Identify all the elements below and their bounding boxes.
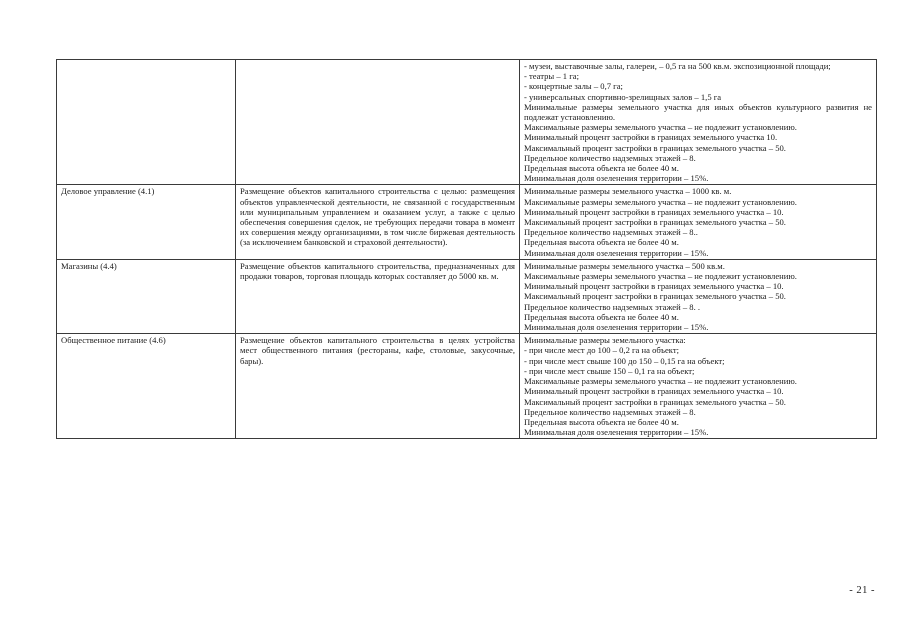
table-row [57,60,877,185]
parameter-line: Минимальный процент застройки в границах земельного участка 10. [524,132,778,143]
parameter-line: Максимальный процент застройки в границах земельного участка – 50. [524,291,786,302]
parameter-line: Максимальные размеры земельного участка – не подлежит установлению. [524,271,797,282]
table-row [57,259,877,333]
parameter-line: Минимальный процент застройки в границах земельного участка – 10. [524,281,784,292]
parameter-line: Предельная высота объекта не более 40 м. [524,237,679,248]
parameter-line: Максимальные размеры земельного участка – не подлежит установлению. [524,376,797,387]
parameter-line: Максимальный процент застройки в границах земельного участка – 50. [524,396,786,407]
permitted-use-name-cell: Общественное питание (4.6) [57,334,236,439]
parameters-cell [520,185,877,259]
table-row [57,334,877,439]
parameter-line: Максимальный процент застройки в границах земельного участка – 50. [524,217,786,228]
parameter-line: Минимальная доля озеленения территории – 15%. [524,322,709,333]
parameter-line: Минимальные размеры земельного участка – 1000 кв. м. [524,186,732,197]
parameter-line: Минимальные размеры земельного участка: [524,335,686,346]
parameter-line: Предельное количество надземных этажей – 8. [524,152,696,163]
table-body [57,60,877,439]
parameter-line: Минимальные размеры земельного участка – 500 кв.м. [524,260,725,271]
parameter-line: Предельная высота объекта не более 40 м. [524,163,679,174]
parameter-line: - концертные залы – 0,7 га; [524,81,623,92]
permitted-use-description-cell: Размещение объектов капитального строительства в целях устройства мест общественного питания (рестораны, кафе, столовые, закусочные, бары). [236,334,520,439]
parameter-line: - музеи, выставочные залы, галереи, – 0,5 га на 500 кв.м. экспозиционной площади; [524,61,831,71]
permitted-use-name-cell [57,60,236,185]
parameter-line: Предельная высота объекта не более 40 м. [524,311,679,322]
parameter-line: Минимальная доля озеленения территории – 15%. [524,427,709,438]
parameter-line: Максимальные размеры земельного участка – не подлежит установлению. [524,122,797,133]
permitted-use-description-cell [236,60,520,185]
permitted-use-name-cell: Магазины (4.4) [57,259,236,333]
parameter-line: - театры – 1 га; [524,71,579,82]
parameter-line: Предельная высота объекта не более 40 м. [524,416,679,427]
land-use-regulations-table [56,59,877,439]
parameter-line: Предельное количество надземных этажей – 8.. [524,227,698,238]
parameter-line: Максимальные размеры земельного участка – не подлежит установлению. [524,196,797,207]
parameter-line: Предельное количество надземных этажей – 8. [524,406,696,417]
parameters-cell [520,60,877,185]
parameters-cell [520,259,877,333]
parameter-line: Предельное количество надземных этажей – 8. . [524,301,701,312]
parameters-cell [520,334,877,439]
parameter-line: Минимальный процент застройки в границах земельного участка – 10. [524,386,784,397]
parameter-line: - при числе мест до 100 – 0,2 га на объект; [524,345,679,356]
parameter-line: Минимальная доля озеленения территории – 15%. [524,247,709,258]
parameter-line: - при числе мест свыше 100 до 150 – 0,15 га на объект; [524,355,725,366]
parameter-line: Минимальные размеры земельного участка для иных объектов культурного развития не подлежат установлению. [524,101,872,123]
permitted-use-description-cell: Размещение объектов капитального строительства с целью: размещения объектов управленческой деятельности, не связанной с государственным или муниципальным управлением и оказанием услуг, а также с целью обеспечения совершения сделок, не требующих передачи товара в момент их совершения между организациями, в том числе биржевая деятельность (за исключением банковской и страховой деятельности). [236,185,520,259]
permitted-use-name-cell: Деловое управление (4.1) [57,185,236,259]
page-number: - 21 - [849,585,875,596]
parameter-line: Минимальный процент застройки в границах земельного участка – 10. [524,206,784,217]
parameter-line: Максимальный процент застройки в границах земельного участка – 50. [524,142,786,153]
table-row [57,185,877,259]
parameter-line: - при числе мест свыше 150 – 0,1 га на объект; [524,365,695,376]
parameter-line: - универсальных спортивно-зрелищных залов – 1,5 га [524,91,722,102]
permitted-use-description-cell: Размещение объектов капитального строительства, предназначенных для продажи товаров, торговая площадь которых составляет до 5000 кв. м. [236,259,520,333]
parameter-line: Минимальная доля озеленения территории – 15%. [524,173,709,184]
